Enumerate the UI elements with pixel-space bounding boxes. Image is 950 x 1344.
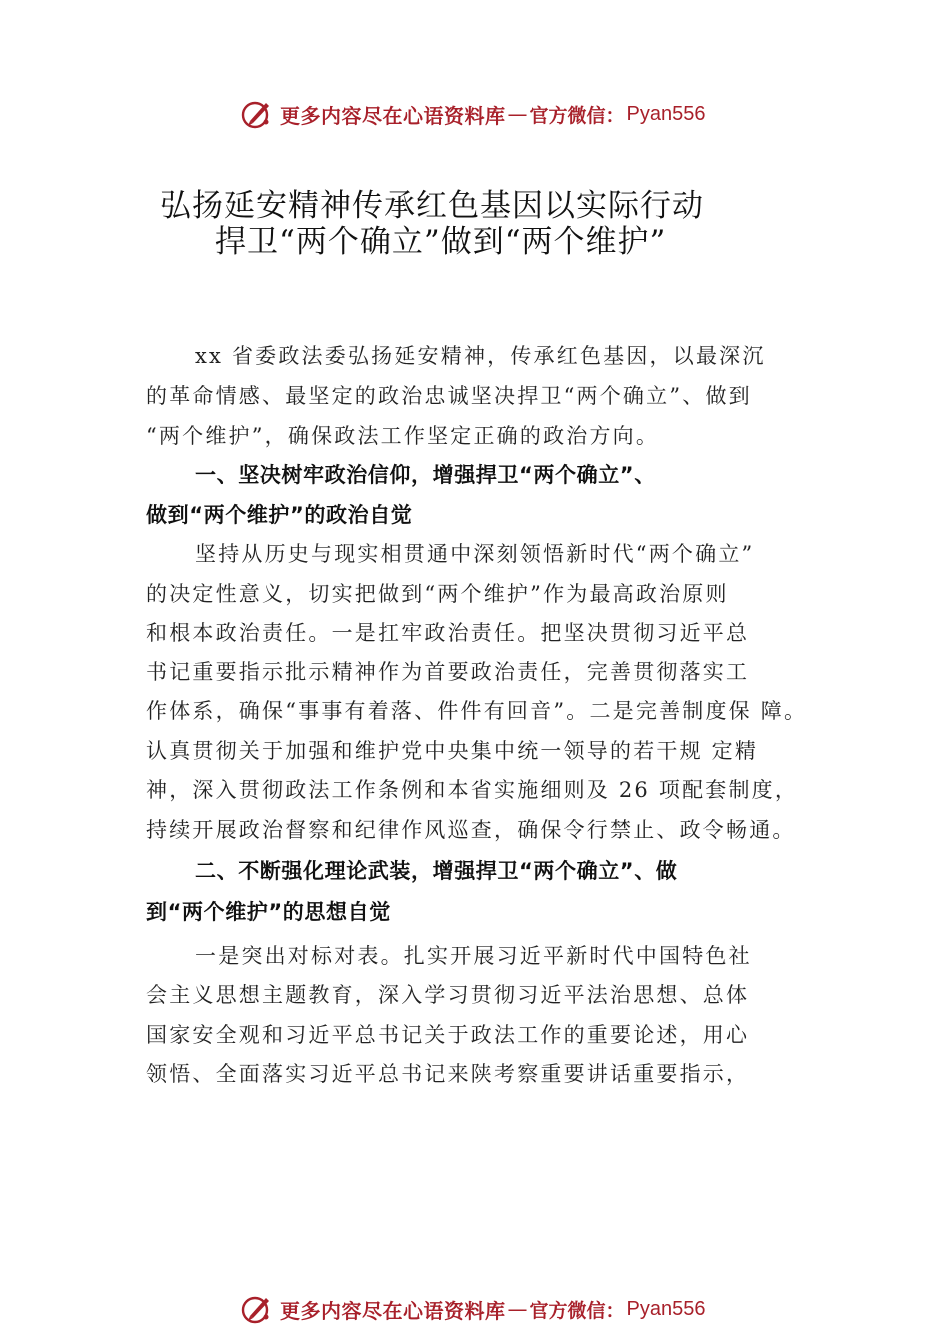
quill-pen-logo-icon bbox=[240, 1292, 274, 1326]
paragraph-line: xx 省委政法委弘扬延安精神，传承红色基因，以最深沉 bbox=[195, 344, 766, 368]
paragraph-line: 和根本政治责任。一是扛牢政治责任。把坚决贯彻习近平总 bbox=[146, 621, 750, 645]
watermark-wechat-id: Pyan556 bbox=[626, 1297, 706, 1320]
quill-pen-logo-icon bbox=[240, 97, 274, 131]
paragraph-line: 神，深入贯彻政法工作条例和本省实施细则及 26 项配套制度， bbox=[146, 778, 799, 802]
paragraph-line: 坚持从历史与现实相贯通中深刻领悟新时代“两个确立” bbox=[195, 542, 755, 566]
watermark-separator: — bbox=[507, 1297, 528, 1321]
section-heading-line: 一、坚决树牢政治信仰，增强捍卫“两个确立”、 bbox=[195, 463, 656, 487]
section-heading-line: 到“两个维护”的思想自觉 bbox=[146, 900, 391, 924]
paragraph-line: 书记重要指示批示精神作为首要政治责任，完善贯彻落实工 bbox=[146, 660, 750, 684]
watermark-label: 官方微信： bbox=[529, 104, 625, 127]
footer-watermark bbox=[240, 1291, 705, 1327]
paragraph-line: 持续开展政治督察和纪律作风巡查，确保令行禁止、政令畅通。 bbox=[146, 818, 796, 842]
paragraph-line: 领悟、全面落实习近平总书记来陕考察重要讲话重要指示， bbox=[146, 1062, 750, 1086]
watermark-wechat-id: Pyan556 bbox=[626, 102, 706, 125]
document-title-line-1: 弘扬延安精神传承红色基因以实际行动 bbox=[160, 188, 704, 224]
paragraph-line: 一是突出对标对表。扎实开展习近平新时代中国特色社 bbox=[195, 944, 752, 968]
paragraph-line: 会主义思想主题教育，深入学习贯彻习近平法治思想、总体 bbox=[146, 983, 750, 1007]
paragraph-line: 国家安全观和习近平总书记关于政法工作的重要论述，用心 bbox=[146, 1023, 750, 1047]
document-title-line-2: 捍卫“两个确立”做到“两个维护” bbox=[215, 224, 667, 260]
watermark-text: 更多内容尽在心语资料库 bbox=[280, 103, 506, 128]
paragraph-line: 作体系，确保“事事有着落、件件有回音”。二是完善制度保 障。 bbox=[146, 699, 808, 723]
section-heading-line: 二、不断强化理论武装，增强捍卫“两个确立”、做 bbox=[195, 859, 678, 883]
paragraph-line: “两个维护”，确保政法工作坚定正确的政治方向。 bbox=[146, 424, 660, 448]
header-watermark bbox=[240, 96, 705, 132]
paragraph-line: 的决定性意义，切实把做到“两个维护”作为最高政治原则 bbox=[146, 582, 729, 606]
watermark-separator: — bbox=[507, 102, 528, 126]
watermark-text: 更多内容尽在心语资料库 bbox=[280, 1298, 506, 1323]
section-heading-line: 做到“两个维护”的政治自觉 bbox=[146, 503, 413, 527]
watermark-label: 官方微信： bbox=[529, 1299, 625, 1322]
paragraph-line: 的革命情感、最坚定的政治忠诚坚决捍卫“两个确立”、做到 bbox=[146, 384, 752, 408]
paragraph-line: 认真贯彻关于加强和维护党中央集中统一领导的若干规 定精 bbox=[146, 739, 759, 763]
